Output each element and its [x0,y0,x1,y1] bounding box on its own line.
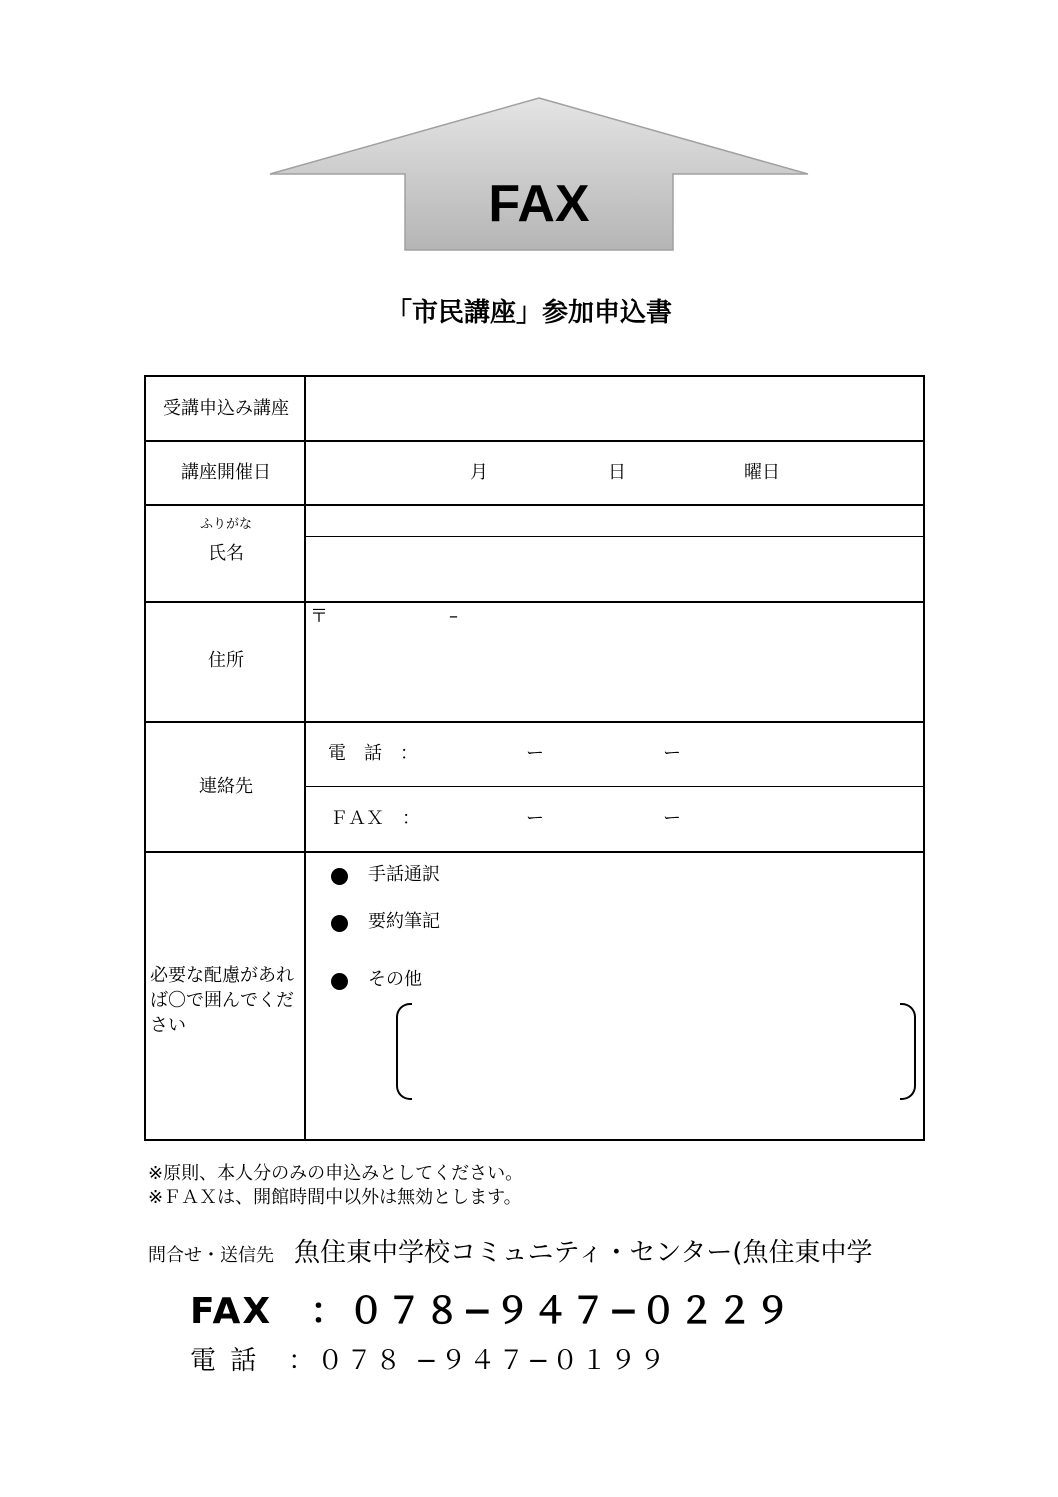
furigana-label: ふりがな [199,517,252,532]
arrow-label: FAX [488,175,590,233]
furigana-divider [304,536,923,537]
fax-number: FAX ：０７８−９４７−０２２９ [190,1291,793,1332]
furigana-field[interactable] [306,506,923,536]
address-field[interactable] [306,603,923,720]
contact-info-name: 魚住東中学校コミュニティ・センター(魚住東中学 [294,1238,873,1268]
option-sign-language[interactable]: 手話通訳 [368,864,440,885]
fax-label: ＦＡＸ ： [330,808,420,829]
note-line: ※原則、本人分のみの申込みとしてください。 [148,1163,524,1184]
tel-dash-2: ー [663,743,681,764]
form-title: 「市民講座」参加申込書 [385,298,672,328]
fax-dash-1: ー [526,808,544,829]
bullet-icon [331,868,348,885]
other-bracket-left [396,1003,412,1100]
other-detail-field[interactable] [414,1006,898,1098]
other-bracket-right [900,1003,916,1100]
row-divider [146,440,923,442]
contact-label: 連絡先 [199,776,253,797]
tel-dash-1: ー [526,743,544,764]
option-summary-writing[interactable]: 要約筆記 [368,911,440,932]
day-label: 日 [608,462,626,483]
postal-mark: 〒 [310,606,328,627]
date-label: 講座開催日 [181,462,271,483]
postal-dash: – [449,606,458,627]
course-field[interactable] [306,377,923,439]
row-divider [146,851,923,853]
course-label: 受講申込み講座 [163,398,289,419]
tel-label: 電 話 ： [328,743,418,764]
needs-label: 必要な配慮があれば〇で囲んでください [150,965,294,1036]
note-line: ※ＦＡＸは、開館時間中以外は無効とします。 [148,1187,522,1208]
name-label: 氏名 [208,543,244,564]
contact-info-label: 問合せ・送信先 [148,1245,274,1266]
option-other[interactable]: その他 [368,969,422,990]
fax-dash-2: ー [663,808,681,829]
fax-field[interactable] [306,788,923,850]
bullet-icon [331,915,348,932]
address-label: 住所 [208,650,244,671]
contact-divider [304,786,923,787]
tel-field[interactable] [306,723,923,785]
contact-info [148,1232,924,1268]
bullet-icon [331,973,348,990]
month-label: 月 [470,462,488,483]
name-field[interactable] [306,538,923,600]
weekday-label: 曜日 [744,462,780,483]
tel-number: 電 話 ：０７８ −９４７−０１９９ [190,1346,669,1376]
